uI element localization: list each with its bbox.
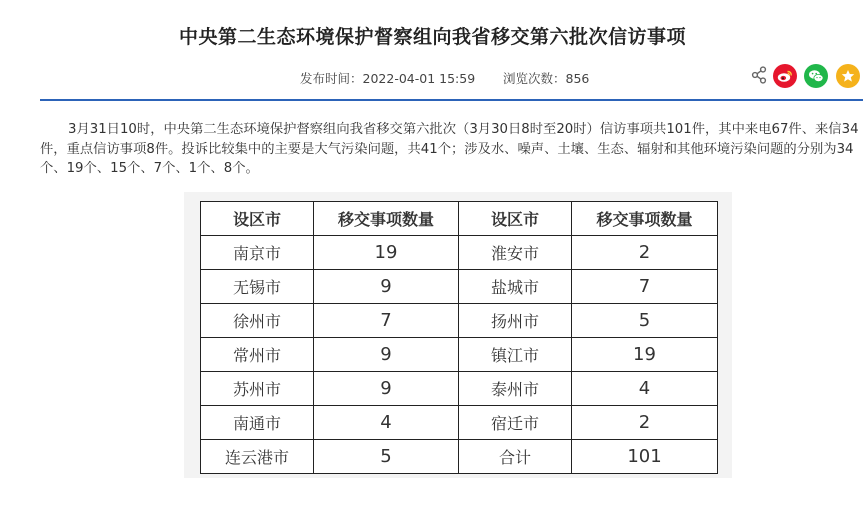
district-cell: 泰州市 bbox=[459, 372, 572, 406]
table-header-row bbox=[201, 202, 718, 236]
favorite-icon[interactable] bbox=[836, 64, 860, 88]
district-cell: 南京市 bbox=[201, 236, 314, 270]
table-row bbox=[201, 304, 718, 338]
total-count-cell: 101 bbox=[572, 440, 718, 474]
count-cell: 19 bbox=[572, 338, 718, 372]
article-meta bbox=[0, 68, 865, 88]
views-label: 浏览次数： bbox=[503, 71, 566, 86]
count-cell: 9 bbox=[314, 372, 459, 406]
district-cell: 无锡市 bbox=[201, 270, 314, 304]
district-cell: 南通市 bbox=[201, 406, 314, 440]
count-cell: 7 bbox=[314, 304, 459, 338]
count-cell: 5 bbox=[572, 304, 718, 338]
district-cell: 连云港市 bbox=[201, 440, 314, 474]
total-label-cell: 合计 bbox=[459, 440, 572, 474]
district-cell: 扬州市 bbox=[459, 304, 572, 338]
header-count: 移交事项数量 bbox=[572, 202, 718, 236]
title-divider bbox=[40, 99, 863, 101]
count-cell: 19 bbox=[314, 236, 459, 270]
article-body: 3月31日10时，中央第二生态环境保护督察组向我省移交第六批次（3月30日8时至20时）信访事项共101件，其中来电67件、来信34件，重点信访事项8件。投诉比较集中的主要是大气污染问题，共41个；涉及水、噪声、土壤、生态、辐射和其他环境污染问题的分别为34个、19个、15个、7个、1个、8个。 bbox=[40, 122, 859, 176]
district-cell: 苏州市 bbox=[201, 372, 314, 406]
count-cell: 4 bbox=[314, 406, 459, 440]
count-cell: 9 bbox=[314, 270, 459, 304]
table-row bbox=[201, 338, 718, 372]
table-row bbox=[201, 270, 718, 304]
header-district: 设区市 bbox=[459, 202, 572, 236]
publish-label: 发布时间： bbox=[300, 71, 363, 86]
district-cell: 淮安市 bbox=[459, 236, 572, 270]
weibo-icon[interactable] bbox=[773, 64, 797, 88]
table-row bbox=[201, 372, 718, 406]
share-icon[interactable] bbox=[751, 66, 767, 84]
count-cell: 9 bbox=[314, 338, 459, 372]
views-value: 856 bbox=[565, 71, 590, 86]
header-district: 设区市 bbox=[201, 202, 314, 236]
view-count bbox=[503, 69, 589, 87]
complaint-table bbox=[200, 201, 718, 474]
table-row bbox=[201, 406, 718, 440]
publish-time bbox=[300, 69, 475, 87]
header-count: 移交事项数量 bbox=[314, 202, 459, 236]
table-row bbox=[201, 236, 718, 270]
table-image bbox=[184, 192, 732, 478]
wechat-icon[interactable] bbox=[804, 64, 828, 88]
district-cell: 徐州市 bbox=[201, 304, 314, 338]
district-cell: 盐城市 bbox=[459, 270, 572, 304]
district-cell: 镇江市 bbox=[459, 338, 572, 372]
count-cell: 2 bbox=[572, 406, 718, 440]
count-cell: 2 bbox=[572, 236, 718, 270]
publish-value: 2022-04-01 15:59 bbox=[362, 71, 476, 86]
count-cell: 5 bbox=[314, 440, 459, 474]
district-cell: 常州市 bbox=[201, 338, 314, 372]
table-row-total bbox=[201, 440, 718, 474]
article-title: 中央第二生态环境保护督察组向我省移交第六批次信访事项 bbox=[178, 26, 686, 48]
count-cell: 7 bbox=[572, 270, 718, 304]
count-cell: 4 bbox=[572, 372, 718, 406]
district-cell: 宿迁市 bbox=[459, 406, 572, 440]
